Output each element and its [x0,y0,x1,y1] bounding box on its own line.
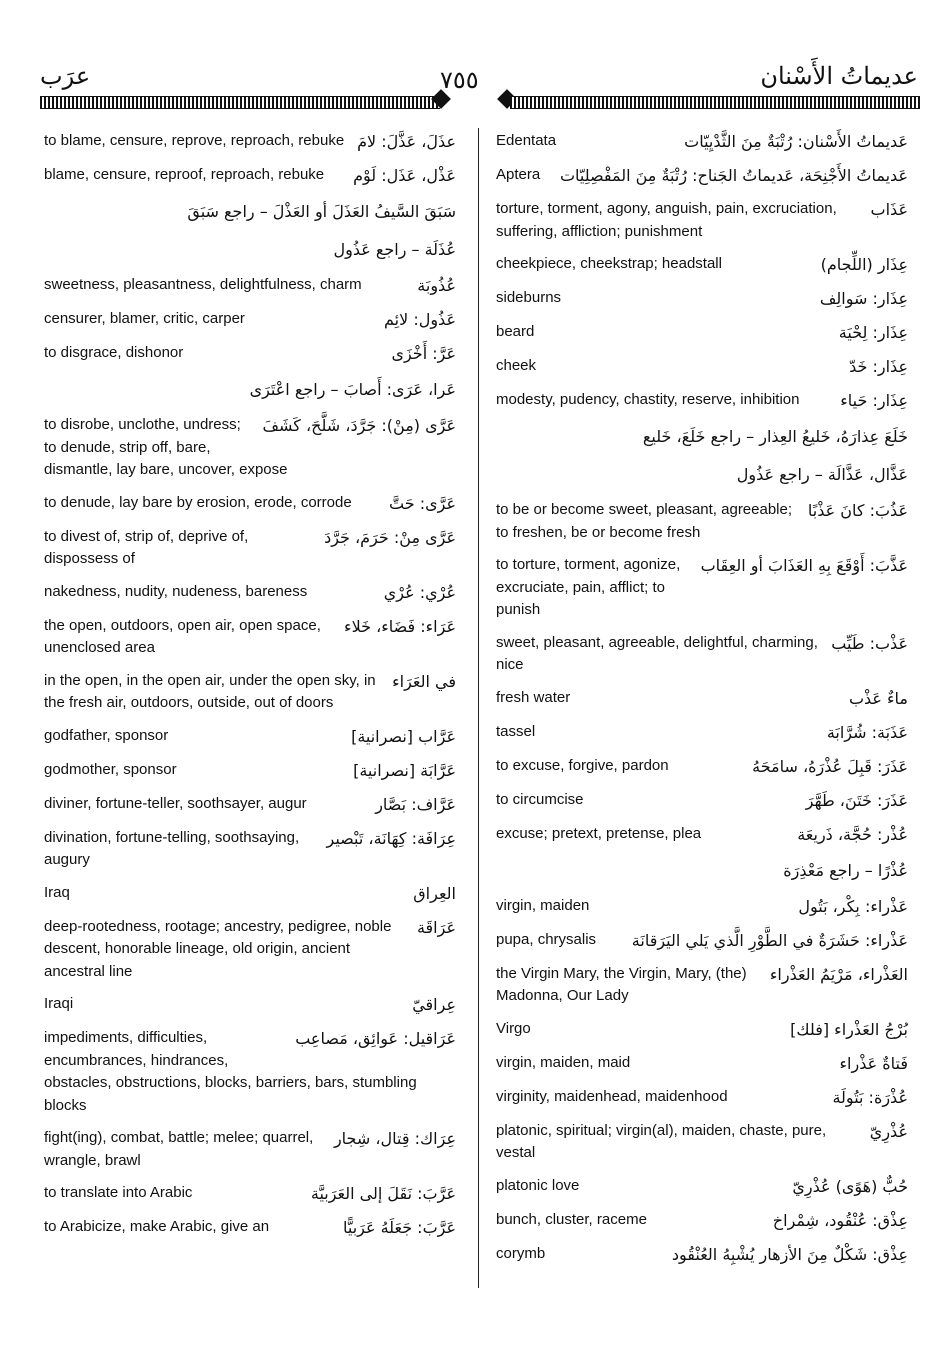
dictionary-entry [496,461,908,489]
dictionary-entry [496,198,908,243]
dictionary-entry [44,130,456,154]
arabic-headword: عُذْرًا – راجع مَعْذِرَة [783,860,908,880]
right-column [496,130,908,1277]
english-definition: corymb [496,1244,546,1262]
english-definition: to divest of, strip of, deprive of, dispossess of [44,527,249,567]
dictionary-entry [496,1243,908,1267]
arabic-headword: عِذَار: لِحْيَة [838,323,908,342]
left-column [44,130,456,1250]
arabic-headword: عُرْي: عُرْي [383,582,456,602]
dictionary-entry [44,759,456,783]
dictionary-entry [496,499,908,544]
dictionary-entry [44,164,456,188]
arabic-headword: عذَلَ، عَذَّلَ: لامَ [357,132,456,151]
arabic-headword: خَلَعَ عِذارَهُ، خَليعُ العِذار – راجع خَلَعَ، خَليع [642,427,908,446]
dictionary-entry [44,236,456,264]
english-definition: deep-rootedness, rootage; ancestry, pedigree, noble descent, honorable lineage, old origin, ancient ancestral line [44,917,392,980]
dictionary-entry [496,1175,908,1199]
english-definition: to torture, torment, agonize, excruciate, pain, afflict; to punish [496,556,681,618]
english-definition: Virgo [496,1019,531,1037]
dictionary-entry [496,253,908,277]
arabic-headword: عَذَّال، عَذَّالَة – راجع عَذُول [736,465,908,484]
english-definition: platonic, spiritual; virgin(al), maiden, chaste, pure, vestal [496,1121,827,1161]
english-definition: fresh water [496,688,571,706]
dictionary-entry [44,725,456,749]
english-definition: sweetness, pleasantness, delightfulness, charm [44,276,362,293]
dictionary-entry [496,389,908,413]
arabic-headword: عَذْب: طَيِّب [831,633,908,653]
english-definition: cheekpiece, cheekstrap; headstall [496,255,722,272]
english-definition: Iraq [44,883,70,901]
dictionary-entry [496,789,908,813]
english-definition: the open, outdoors, open air, open space, unenclosed area [44,616,321,656]
arabic-headword: عِذَار: خَدّ [849,357,908,376]
dictionary-entry [44,492,456,516]
arabic-headword: فَتاةٌ عَذْراء [839,1053,908,1073]
english-definition: nakedness, nudity, nudeness, bareness [44,582,308,600]
dictionary-entry [44,1182,456,1206]
english-definition: impediments, difficulties, encumbrances, hindrances, obstacles, obstructions, blocks, barriers, bars, stumbling blocks [44,1029,417,1114]
arabic-headword: عَذَرَ: خَتَنَ، طَهَّرَ [805,790,908,810]
arabic-headword: عَذْل، عَذَل: لَوْم [353,166,456,185]
english-definition: diviner, fortune-teller, soothsayer, augur [44,794,307,812]
arabic-headword: عَرَّاب [نصرانية] [351,726,456,746]
english-definition: to circumcise [496,790,584,808]
dictionary-entry [44,827,456,872]
dictionary-entry [496,857,908,885]
dictionary-entry [496,823,908,847]
arabic-headword: عِرَاك: قِتال، شِجار [333,1129,456,1148]
dictionary-entry [496,355,908,379]
english-definition: platonic love [496,1176,580,1194]
dictionary-entry [44,274,456,298]
arabic-headword: عَذَاب [870,200,908,219]
arabic-headword: سَبَقَ السَّيفُ العَذَلَ أو العَذْلَ – راجع سَبَقَ [187,202,456,221]
arabic-headword: عُذْر: حُجَّة، ذَريعَة [797,824,908,844]
english-definition: to denude, lay bare by erosion, erode, corrode [44,493,352,511]
dictionary-entry [496,287,908,311]
english-definition: Iraqi [44,995,74,1012]
dictionary-entry [44,793,456,817]
arabic-headword: عِذَار (اللِّجام) [820,255,908,274]
dictionary-entry [44,993,456,1017]
arabic-headword: عَذُبَ: كانَ عَذْبًا [807,501,908,520]
dictionary-entry [496,632,908,677]
arabic-headword: عِذْق: عُنْقُود، شِمْراخ [772,1210,908,1230]
english-definition: to translate into Arabic [44,1184,193,1201]
english-definition: to disrobe, unclothe, undress; to denude, strip off, bare, dismantle, lay bare, uncover, expose [44,416,288,478]
arabic-headword: عَذَبَة: شُرَّابَة [826,722,908,742]
arabic-headword: عَرَّى: حَتَّ [389,493,456,513]
dictionary-entry [44,376,456,404]
english-definition: virgin, maiden, maid [496,1053,631,1071]
arabic-headword: عِذْق: شَكْلٌ مِنَ الأزهار يُشْبِهُ العُنْقُود [671,1244,908,1264]
english-definition: fight(ing), combat, battle; melee; quarrel, wrangle, brawl [44,1129,314,1169]
english-definition: the Virgin Mary, the Virgin, Mary, (the) Madonna, Our Lady [496,964,747,1004]
dictionary-entry [44,1027,456,1117]
arabic-headword: عَرَّابَة [نصرانية] [353,760,456,780]
dictionary-entry [496,895,908,919]
arabic-headword: عَذْراء: بِكْر، بَتُول [798,896,908,916]
header-left-word: عرَب [40,62,91,90]
arabic-headword: عَرَّ: أَخْزَى [391,344,456,363]
dictionary-entry [44,1127,456,1172]
english-definition: pupa, chrysalis [496,930,597,948]
dictionary-entry [496,929,908,953]
arabic-headword: ماءٌ عَذْب [848,688,908,708]
dictionary-entry [44,342,456,366]
arabic-headword: عَذْراء: حَشَرَةٌ في الطَّوْرِ الَّذي يَلي اليَرَقانَة [631,930,908,950]
dictionary-entry [496,1086,908,1110]
arabic-headword: عَرَّاف: بَصَّار [375,794,456,814]
arabic-headword: عَرَّبَ: جَعَلَهُ عَرَبيًّا [342,1218,456,1237]
dictionary-entry [44,581,456,605]
dictionary-entry [44,414,456,482]
arabic-headword: عُذُوبَة [417,276,456,295]
arabic-headword: عِراقيّ [412,995,456,1014]
arabic-headword: عَرا، عَرَى: أَصابَ – راجع اعْتَرَى [249,380,456,399]
english-definition: torture, torment, agony, anguish, pain, excruciation, suffering, affliction; punishment [496,200,837,240]
english-definition: virginity, maidenhead, maidenhood [496,1087,728,1105]
header-rule-right [510,96,920,109]
english-definition: godfather, sponsor [44,726,169,744]
english-definition: cheek [496,357,537,374]
english-definition: Aptera [496,166,541,183]
dictionary-entry [496,1120,908,1165]
dictionary-entry [496,321,908,345]
dictionary-entry [496,755,908,779]
english-definition: godmother, sponsor [44,760,177,778]
dictionary-entry [44,308,456,332]
dictionary-entry [496,721,908,745]
english-definition: divination, fortune-telling, soothsaying, augury [44,828,300,868]
english-definition: blame, censure, reproof, reproach, rebuke [44,166,325,183]
dictionary-entry [496,164,908,188]
english-definition: sweet, pleasant, agreeable, delightful, charming, nice [496,633,818,673]
dictionary-entry [44,1216,456,1240]
english-definition: to blame, censure, reprove, reproach, rebuke [44,132,345,149]
dictionary-entry [496,1018,908,1042]
arabic-headword: العِراق [413,883,456,903]
dictionary-entry [44,615,456,660]
dictionary-entry [496,130,908,154]
dictionary-entry [496,687,908,711]
arabic-headword: عِذَار: سَوالِف [819,289,908,308]
arabic-headword: عَرَّى مِنْ: حَرَمَ، جَرَّدَ [324,527,456,547]
arabic-headword: عَديماتُ الأَسْنان: رُتْبَةٌ مِنَ الثَّدْيِيّات [684,132,908,151]
english-definition: sideburns [496,289,562,306]
arabic-headword: عِرَافَة: كِهَانَة، تَبْصير [326,828,456,848]
english-definition: censurer, blamer, critic, carper [44,310,245,327]
arabic-headword: عَرَاقيل: عَوائِق، مَصاعِب [295,1029,456,1048]
english-definition: to excuse, forgive, pardon [496,756,669,774]
dictionary-entry [496,963,908,1008]
arabic-headword: عَذُول: لائِم [384,310,456,329]
english-definition: to be or become sweet, pleasant, agreeable; to freshen, be or become fresh [496,501,793,541]
dictionary-entry [44,198,456,226]
arabic-headword: عِذَار: حَياء [840,391,908,410]
arabic-headword: عَديماتُ الأَجْنِحَة، عَديماتُ الجَناح: رُتْبَةٌ مِنَ المَفْصِلِيّات [559,166,908,185]
english-definition: to Arabicize, make Arabic, give an [44,1218,270,1235]
arabic-headword: بُرْجُ العَذْراء [فلك] [790,1019,908,1039]
arabic-headword: في العَرَاء [392,671,456,691]
dictionary-entry [44,882,456,906]
arabic-headword: عُذْرَة: بَتُولَة [832,1087,908,1107]
english-definition: virgin, maiden [496,896,590,914]
dictionary-entry [44,526,456,571]
arabic-headword: عَذَّبَ: أَوْقَعَ بِهِ العَذَابَ أو العِقَاب [700,556,908,575]
dictionary-entry [44,916,456,984]
english-definition: tassel [496,722,536,740]
english-definition: beard [496,323,535,340]
page-number: ٧٥٥ [440,66,479,94]
header-right-word: عديماتُ الأَسْنان [760,62,918,90]
arabic-headword: العَذْراء، مَرْيَمُ العَذْراء [769,964,908,984]
english-definition: bunch, cluster, raceme [496,1210,647,1228]
arabic-headword: عُذَلَة – راجع عَذُول [333,240,456,259]
arabic-headword: عَرَّبَ: نَقَلَ إلى العَرَبيَّة [310,1184,456,1203]
dictionary-entry [496,1209,908,1233]
dictionary-entry [496,1052,908,1076]
english-definition: Edentata [496,132,557,149]
english-definition: in the open, in the open air, under the open sky, in the fresh air, outdoors, outside, out of doors [44,671,376,711]
dictionary-entry [496,554,908,622]
dictionary-entry [496,423,908,451]
arabic-headword: حُبٌّ (هَوًى) عُذْرِيّ [792,1176,908,1196]
arabic-headword: عَرَاء: فَضَاء، خَلاء [344,616,456,636]
english-definition: modesty, pudency, chastity, reserve, inhibition [496,391,800,408]
english-definition: to disgrace, dishonor [44,344,184,361]
arabic-headword: عَرَّى (مِنْ): جَرَّدَ، شَلَّحَ، كَشَفَ [262,416,456,435]
column-divider [478,128,479,1288]
header-rule-left [40,96,440,109]
english-definition: excuse; pretext, pretense, plea [496,824,702,842]
arabic-headword: عَذَرَ: قَبِلَ عُذْرَهُ، سامَحَهُ [752,756,908,776]
arabic-headword: عُذْرِيّ [869,1121,908,1141]
dictionary-entry [44,670,456,715]
arabic-headword: عَرَاقَة [416,917,456,937]
